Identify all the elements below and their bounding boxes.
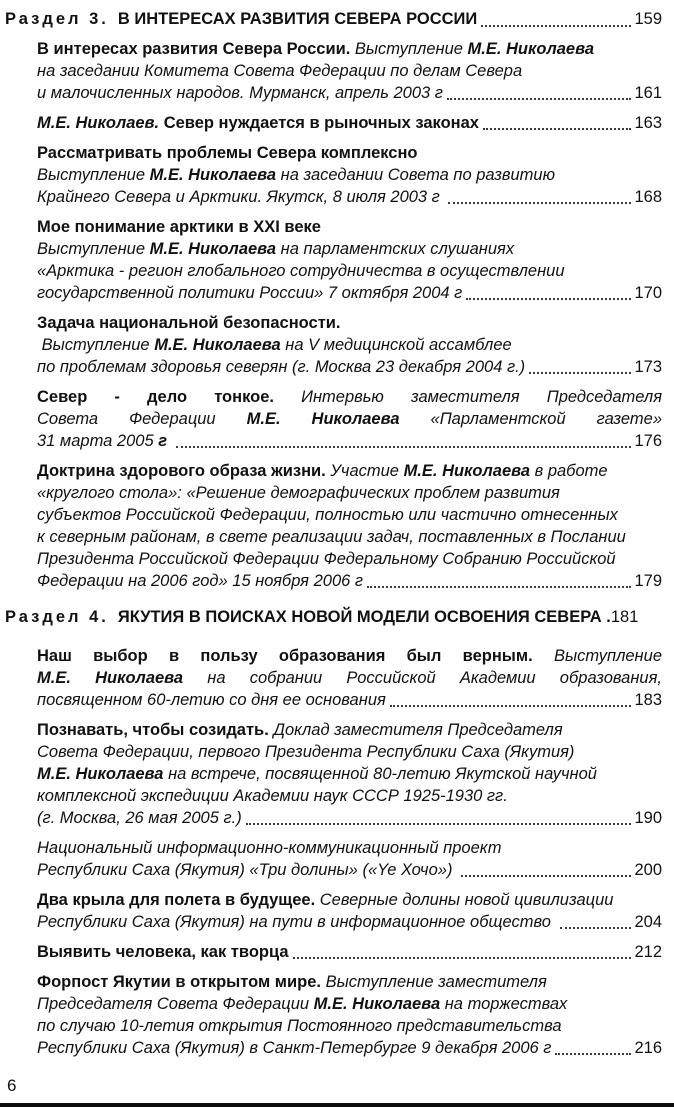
dot-leader <box>457 859 634 881</box>
toc-line <box>37 807 662 829</box>
text-segment: М.Е. Николаева <box>37 669 184 687</box>
line-text <box>37 787 508 805</box>
section-title: В ИНТЕРЕСАХ РАЗВИТИЯ СЕВЕРА РОССИИ <box>117 10 478 28</box>
line-text <box>37 462 608 480</box>
text-segment: Республики Саха (Якутия) на пути в информационное общество <box>37 913 556 931</box>
toc-entry <box>37 837 662 881</box>
text-segment: в работе <box>530 462 608 480</box>
toc-line <box>37 334 662 356</box>
section-title: ЯКУТИЯ В ПОИСКАХ НОВОЙ МОДЕЛИ ОСВОЕНИЯ СЕВЕРА <box>117 608 602 626</box>
line-text <box>37 240 514 258</box>
toc-line <box>37 238 662 260</box>
text-segment: Федерации на 2006 год» 15 ноября 2006 г <box>37 572 364 590</box>
toc-line <box>37 504 662 526</box>
toc-line <box>37 482 662 504</box>
text-segment: М.Е. Николаева <box>37 765 164 783</box>
page-bottom-edge-bar <box>0 1103 674 1107</box>
line-text <box>37 647 662 665</box>
toc-line <box>37 430 662 452</box>
text-segment: Участие <box>330 462 404 480</box>
text-segment: М.Е. Николаева <box>149 166 277 184</box>
toc-line <box>37 911 662 933</box>
line-text <box>37 262 565 280</box>
text-segment: Республики Саха (Якутия) «Три долины» («Ye Хочо») <box>37 861 458 879</box>
text-segment: Национальный информационно-коммуникационный проект <box>37 839 502 857</box>
line-text <box>37 314 341 332</box>
text-segment: Познавать, чтобы созидать. <box>37 721 274 739</box>
dot-leader <box>443 82 635 104</box>
text-segment: М.Е. Николаева <box>313 995 441 1013</box>
text-segment: Наш выбор в пользу образования был верным. <box>37 647 554 665</box>
text-segment: и малочисленных народов. Мурманск, апрель 2003 г <box>37 84 443 102</box>
text-segment: Мое понимание арктики в XXI веке <box>37 218 321 236</box>
text-segment: М.Е. Николаева <box>467 40 594 58</box>
toc-entry <box>37 460 662 592</box>
text-segment: Выступление заместителя <box>325 973 547 991</box>
section-entries <box>5 38 662 592</box>
text-segment: г <box>158 432 168 450</box>
entry-page-number: 161 <box>634 84 662 102</box>
text-segment: на заседании Совета по развитию <box>276 166 556 184</box>
line-text <box>37 336 512 354</box>
toc-entry <box>37 142 662 208</box>
text-segment: Совета Федерации, первого Президента Республики Саха (Якутия) <box>37 743 575 761</box>
dot-leader <box>551 1037 634 1059</box>
line-text <box>37 410 662 428</box>
toc-line <box>37 60 662 82</box>
text-segment: по проблемам здоровья северян (г. Москва 23 декабря 2004 г.) <box>37 358 526 376</box>
text-segment: Выступление <box>37 240 150 258</box>
text-segment: Выступление <box>354 40 468 58</box>
toc-entry <box>37 941 662 963</box>
line-text <box>37 839 501 857</box>
text-segment: М.Е. Николаева <box>246 410 400 428</box>
text-segment: Республики Саха (Якутия) в Санкт-Петербурге 9 декабря 2006 г <box>37 1039 552 1057</box>
toc-line <box>37 82 662 104</box>
section-label: Раздел 3. <box>5 10 109 28</box>
line-text <box>37 859 457 881</box>
line-text <box>37 721 563 739</box>
text-segment: на V медицинской ассамблее <box>280 336 512 354</box>
text-segment: Север нуждается в рыночных законах <box>159 114 479 132</box>
line-text <box>37 911 556 933</box>
text-segment: Крайнего Севера и Арктики. Якутск, 8 июля 2003 г <box>37 188 445 206</box>
toc-line <box>37 689 662 711</box>
dot-leader <box>525 356 634 378</box>
toc-line <box>37 356 662 378</box>
section-page-number: 181 <box>610 608 639 626</box>
toc-line <box>37 719 662 741</box>
toc-line <box>37 216 662 238</box>
dot-leader <box>444 186 634 208</box>
text-segment: на торжествах <box>440 995 568 1013</box>
section-entries <box>5 645 662 1059</box>
text-segment: Выступление <box>37 336 155 354</box>
line-text <box>37 689 386 711</box>
text-segment: В интересах развития Севера России. <box>37 40 355 58</box>
line-text <box>37 166 555 184</box>
text-segment: М.Е. Николаев. <box>37 114 160 132</box>
dot-leader <box>289 941 635 963</box>
toc-line <box>37 460 662 482</box>
entry-page-number: 190 <box>634 809 662 827</box>
line-text <box>37 941 289 963</box>
text-segment: на заседании Комитета Совета Федерации по делам Севера <box>37 62 523 80</box>
toc-line <box>37 408 662 430</box>
toc-entry <box>37 971 662 1059</box>
line-text <box>37 506 618 524</box>
text-segment: Рассматривать проблемы Севера комплексно <box>37 144 418 162</box>
line-text <box>37 528 626 546</box>
line-text <box>37 484 560 502</box>
entry-page-number: 183 <box>634 691 662 709</box>
toc-entry <box>37 112 662 134</box>
toc-line <box>37 186 662 208</box>
toc-section <box>5 606 662 1059</box>
entry-page-number: 204 <box>634 913 662 931</box>
line-text <box>37 807 242 829</box>
line-text <box>37 1037 551 1059</box>
entry-page-number: 163 <box>634 114 662 132</box>
entry-page-number: 176 <box>634 432 662 450</box>
toc-section <box>5 8 662 592</box>
dot-leader <box>479 112 634 134</box>
toc-entry <box>37 216 662 304</box>
toc-line <box>37 941 662 963</box>
text-segment: к северным районам, в свете реализации задач, поставленных в Послании <box>37 528 626 546</box>
text-segment: государственной политики России» 7 октября 2004 г <box>37 284 463 302</box>
text-segment: Председателя Совета Федерации <box>37 995 314 1013</box>
line-text <box>37 40 594 58</box>
text-segment: на встрече, посвященной 80-летию Якутской научной <box>163 765 597 783</box>
book-page-number: 6 <box>7 1076 17 1095</box>
entry-page-number: 179 <box>634 572 662 590</box>
dot-leader <box>556 911 635 933</box>
toc-line <box>37 260 662 282</box>
line-text <box>37 82 443 104</box>
text-segment: Выступление <box>37 166 150 184</box>
toc-line <box>37 386 662 408</box>
toc-line <box>37 837 662 859</box>
line-text <box>37 186 444 208</box>
text-segment: «круглого стола»: «Решение демографических проблем развития <box>37 484 560 502</box>
toc-entry <box>37 719 662 829</box>
line-text <box>37 891 613 909</box>
text-segment: 31 марта 2005 <box>37 432 159 450</box>
section-header <box>5 8 662 31</box>
line-text <box>37 218 321 236</box>
dot-leader <box>477 8 634 31</box>
text-segment: М.Е. Николаева <box>154 336 281 354</box>
line-text <box>37 62 522 80</box>
dot-leader <box>386 689 635 711</box>
text-segment: Совета Федерации <box>37 410 247 428</box>
line-text <box>37 430 172 452</box>
toc-entry <box>37 312 662 378</box>
line-text <box>37 550 616 568</box>
text-segment: посвященном 60-летию со дня ее основания <box>37 691 386 709</box>
line-text <box>37 388 662 406</box>
line-text <box>37 669 662 687</box>
entry-page-number: 168 <box>634 188 662 206</box>
line-text <box>37 743 574 761</box>
entry-page-number: 200 <box>634 861 662 879</box>
section-page-number: 159 <box>634 10 662 28</box>
text-segment: Форпост Якутии в открытом мире. <box>37 973 326 991</box>
line-text <box>37 570 363 592</box>
text-segment: Интервью заместителя Председателя <box>301 388 663 406</box>
text-segment: Два крыла для полета в будущее. <box>37 891 320 909</box>
toc-entry <box>37 645 662 711</box>
line-text <box>37 112 479 134</box>
toc-line <box>37 889 662 911</box>
toc-line <box>37 785 662 807</box>
text-segment: Северные долины новой цивилизации <box>319 891 614 909</box>
text-segment: субъектов Российской Федерации, полностью или частично отнесенных <box>37 506 618 524</box>
toc-line <box>37 763 662 785</box>
text-segment: М.Е. Николаева <box>149 240 277 258</box>
entry-page-number: 212 <box>634 943 662 961</box>
text-segment: М.Е. Николаева <box>403 462 531 480</box>
toc-line <box>37 312 662 334</box>
toc-line <box>37 971 662 993</box>
dot-leader <box>242 807 635 829</box>
toc-line <box>37 859 662 881</box>
line-text <box>37 356 525 378</box>
text-segment: Президента Российской Федерации Федеральному Собранию Российской <box>37 550 616 568</box>
dot-leader <box>363 570 634 592</box>
line-text <box>37 765 597 783</box>
section-label: Раздел 4. <box>5 608 109 626</box>
toc-line <box>37 164 662 186</box>
toc-line <box>37 667 662 689</box>
toc-entry <box>37 38 662 104</box>
toc-line <box>37 1037 662 1059</box>
text-segment: по случаю 10-летия открытия Постоянного представительства <box>37 1017 562 1035</box>
text-segment: Выявить человека, как творца <box>37 943 289 961</box>
text-segment: (г. Москва, 26 мая 2005 г.) <box>37 809 242 827</box>
line-text <box>37 973 547 991</box>
toc-entry <box>37 386 662 452</box>
line-text <box>37 144 418 162</box>
toc-line <box>37 741 662 763</box>
entry-page-number: 173 <box>634 358 662 376</box>
text-segment: Доклад заместителя Председателя <box>273 721 563 739</box>
line-text <box>37 282 462 304</box>
toc-line <box>37 282 662 304</box>
toc-line <box>37 645 662 667</box>
text-segment: Север - дело тонкое. <box>37 388 302 406</box>
text-segment: комплексной экспедиции Академии наук СССР 1925-1930 гг. <box>37 787 508 805</box>
toc-line <box>37 993 662 1015</box>
toc-line <box>37 38 662 60</box>
toc-line <box>37 548 662 570</box>
dot-leader <box>462 282 634 304</box>
toc-line <box>37 112 662 134</box>
entry-page-number: 216 <box>634 1039 662 1057</box>
text-segment: «Парламентской газете» <box>399 410 662 428</box>
entry-page-number: 170 <box>634 284 662 302</box>
text-segment: Выступление <box>553 647 662 665</box>
text-segment: Доктрина здорового образа жизни. <box>37 462 331 480</box>
text-segment: «Арктика - регион глобального сотрудничества в осуществлении <box>37 262 565 280</box>
line-text <box>37 995 567 1013</box>
line-text <box>37 1017 562 1035</box>
toc-line <box>37 142 662 164</box>
dot-leader <box>172 430 635 452</box>
text-segment: Задача национальной безопасности. <box>37 314 341 332</box>
toc-line <box>37 570 662 592</box>
toc-entry <box>37 889 662 933</box>
section-header <box>5 606 662 629</box>
text-segment: на собрании Российской Академии образования, <box>183 669 662 687</box>
section-page-prefix: . <box>601 608 611 626</box>
toc-line <box>37 526 662 548</box>
text-segment: на парламентских слушаниях <box>276 240 515 258</box>
toc-line <box>37 1015 662 1037</box>
